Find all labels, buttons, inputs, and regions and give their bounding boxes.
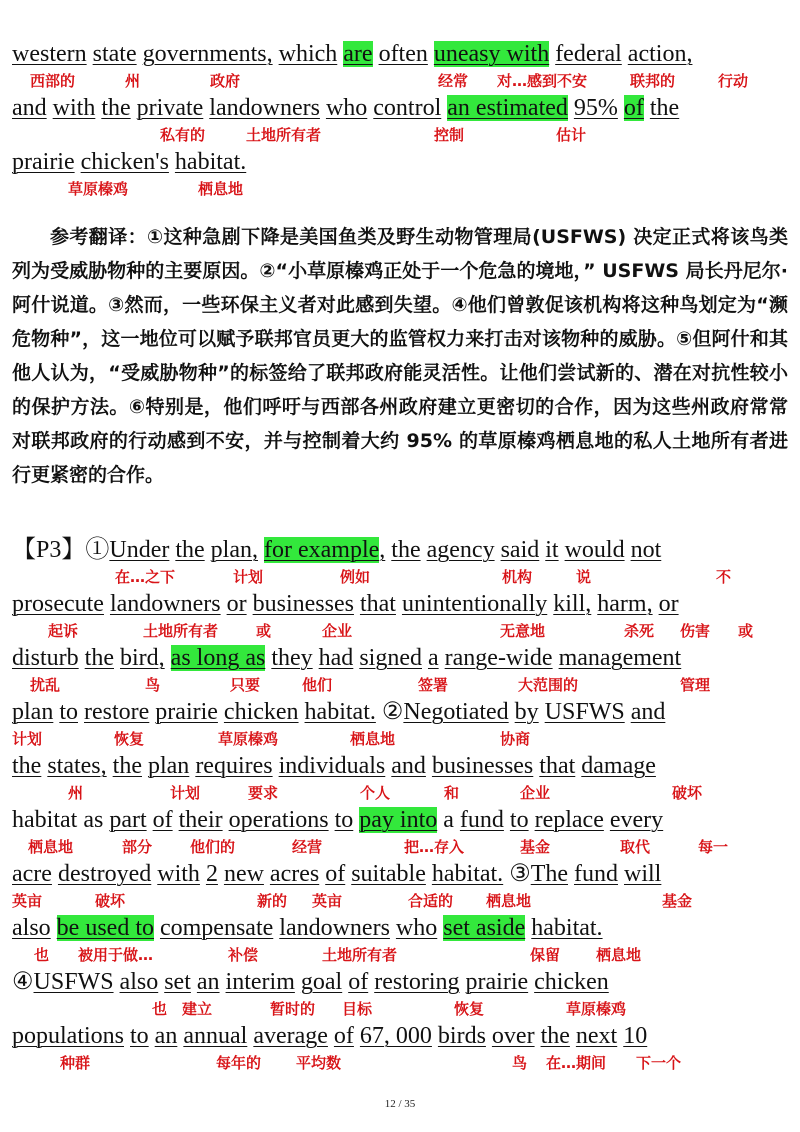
english-word: state — [92, 41, 137, 67]
english-word: range-wide — [444, 645, 553, 671]
english-word: to — [59, 699, 78, 725]
english-word: agency — [426, 537, 495, 563]
english-word: disturb — [12, 645, 79, 671]
chinese-gloss: 经营 — [292, 838, 323, 856]
english-word: harm, — [597, 591, 653, 617]
chinese-gloss: 新的 — [257, 892, 288, 910]
english-word: a — [443, 807, 454, 833]
english-word: damage — [581, 753, 656, 779]
english-word: goal — [300, 969, 343, 995]
english-word: or — [658, 591, 679, 617]
chinese-gloss: 西部的 — [30, 72, 76, 90]
english-word: an — [154, 1023, 178, 1049]
english-word: habitat. — [531, 915, 603, 941]
chinese-gloss: 计划 — [12, 730, 43, 748]
english-word: signed — [359, 645, 422, 671]
english-word: habitat. — [304, 699, 376, 725]
chinese-gloss: 起诉 — [48, 622, 79, 640]
english-word: restoring — [374, 969, 460, 995]
english-word: businesses — [252, 591, 354, 617]
english-word: of — [152, 807, 173, 833]
chinese-gloss: 恢复 — [454, 1000, 485, 1018]
chinese-gloss: 无意地 — [500, 622, 546, 640]
chinese-gloss: 估计 — [556, 126, 587, 144]
english-word: often — [378, 41, 428, 67]
english-word: over — [491, 1023, 535, 1049]
english-word: bird, — [120, 645, 165, 671]
english-word: to — [509, 807, 529, 833]
chinese-gloss: 企业 — [520, 784, 551, 802]
english-word: suitable — [351, 861, 426, 887]
english-line — [12, 38, 788, 70]
chinese-gloss: 草原榛鸡 — [68, 180, 129, 198]
chinese-gloss: 栖息地 — [198, 180, 244, 198]
english-word: control — [373, 95, 442, 121]
english-word: said — [500, 537, 540, 563]
english-word: governments, — [142, 41, 273, 67]
chinese-gloss: 个人 — [360, 784, 391, 802]
english-word: with — [52, 95, 96, 121]
chinese-gloss: 签署 — [418, 676, 449, 694]
chinese-gloss: 破坏 — [95, 892, 126, 910]
english-word: of — [333, 1023, 354, 1049]
highlighted-phrase: are — [343, 41, 373, 67]
english-word: the — [84, 645, 114, 671]
english-word: Negotiated — [403, 699, 509, 725]
english-word: prairie — [465, 969, 529, 995]
english-word: their — [178, 807, 223, 833]
english-word: fund — [459, 807, 504, 833]
english-word: acre — [12, 861, 52, 887]
chinese-gloss: 对…感到不安 — [497, 72, 588, 90]
english-word: operations — [228, 807, 329, 833]
chinese-gloss: 州 — [125, 72, 141, 90]
chinese-gloss: 控制 — [434, 126, 465, 144]
chinese-gloss: 计划 — [233, 568, 264, 586]
chinese-gloss: 土地所有者 — [322, 946, 398, 964]
chinese-gloss: 或 — [738, 622, 754, 640]
english-word: birds — [437, 1023, 486, 1049]
english-word: prairie — [12, 149, 75, 175]
chinese-gloss: 也 — [34, 946, 50, 964]
english-word: destroyed — [57, 861, 152, 887]
english-word: which — [278, 41, 338, 67]
english-word: kill, — [553, 591, 592, 617]
reference-translation: 参考翻译：①这种急剧下降是美国鱼类及野生动物管理局(USFWS) 决定正式将该鸟类列为受威胁物种的主要原因。②“小草原榛鸡正处于一个危急的境地，” USFWS 局长丹尼尔·阿什说道。③然而，一些环保主义者对此感到失望。④他们曾敦促该机构将这种鸟划定为“濒危物种”，这一地位可以赋予联邦官员更大的监管权力来打击对该物种的威胁。⑤但阿什和其他人认为，“受威胁物种”的标签给了联邦政府能灵活性。让他们尝试新的、潜在对抗性较小的保护方法。⑥特别是，他们呼吁与西部各州政府建立更密切的合作，因为这些州政府常常对联邦政府的行动感到不安，并与控制着大约 95% 的草原榛鸡栖息地的私人土地所有者进行更紧密的合作。 — [12, 226, 788, 486]
chinese-gloss: 政府 — [210, 72, 241, 90]
english-word: USFWS — [33, 969, 114, 995]
english-word: individuals — [278, 753, 386, 779]
english-word: private — [136, 95, 204, 121]
chinese-gloss: 伤害 — [680, 622, 711, 640]
english-word: set — [164, 969, 191, 995]
english-word: average — [253, 1023, 328, 1049]
english-word: , — [379, 537, 386, 563]
english-word: businesses — [431, 753, 534, 779]
chinese-gloss: 合适的 — [408, 892, 454, 910]
english-line — [12, 146, 788, 178]
english-line — [12, 912, 788, 944]
english-word: that — [359, 591, 396, 617]
english-word: plan, — [210, 537, 258, 563]
english-word: unintentionally — [401, 591, 548, 617]
chinese-gloss: 基金 — [662, 892, 693, 910]
english-line — [12, 534, 788, 566]
chinese-gloss: 取代 — [620, 838, 651, 856]
chinese-gloss: 被用于做… — [78, 946, 154, 964]
english-word: management — [558, 645, 682, 671]
english-word: 10 — [623, 1023, 648, 1049]
chinese-gloss: 企业 — [322, 622, 353, 640]
chinese-gloss: 计划 — [170, 784, 201, 802]
page-number: 12 / 35 — [384, 1098, 416, 1110]
english-word: of — [325, 861, 346, 887]
chinese-gloss: 英亩 — [312, 892, 343, 910]
english-word: and — [630, 699, 666, 725]
chinese-gloss: 栖息地 — [596, 946, 642, 964]
english-word: chicken's — [80, 149, 169, 175]
english-word: and — [12, 95, 47, 121]
chinese-gloss: 种群 — [60, 1054, 91, 1072]
english-word: the — [391, 537, 421, 563]
english-word: or — [226, 591, 247, 617]
english-line — [12, 1020, 788, 1052]
chinese-gloss: 说 — [576, 568, 592, 586]
english-word: habitat. — [431, 861, 504, 887]
chinese-gloss: 管理 — [680, 676, 711, 694]
english-word: 【P3】① — [12, 537, 110, 563]
english-word: interim — [225, 969, 295, 995]
chinese-gloss: 破坏 — [672, 784, 703, 802]
chinese-gloss: 下一个 — [636, 1054, 682, 1072]
english-word: new — [223, 861, 264, 887]
chinese-gloss: 不 — [716, 568, 732, 586]
chinese-gloss: 土地所有者 — [143, 622, 219, 640]
english-word: acres — [269, 861, 320, 887]
chinese-gloss: 州 — [68, 784, 84, 802]
chinese-gloss: 要求 — [248, 784, 279, 802]
highlighted-phrase: set aside — [443, 915, 526, 941]
highlighted-phrase: as long as — [170, 645, 266, 671]
chinese-gloss: 栖息地 — [350, 730, 396, 748]
english-word: action, — [627, 41, 693, 67]
english-word: will — [624, 861, 662, 887]
chinese-gloss: 只要 — [230, 676, 261, 694]
english-word: as — [83, 807, 104, 833]
english-word: prairie — [155, 699, 218, 725]
english-line — [12, 858, 788, 890]
english-word: the — [649, 95, 680, 121]
chinese-gloss: 把…存入 — [404, 838, 465, 856]
english-word: restore — [84, 699, 150, 725]
chinese-gloss: 补偿 — [228, 946, 259, 964]
english-word: the — [101, 95, 131, 121]
english-word: also — [119, 969, 159, 995]
chinese-gloss: 在…之下 — [115, 568, 176, 586]
chinese-gloss: 栖息地 — [28, 838, 74, 856]
chinese-gloss: 英亩 — [12, 892, 43, 910]
english-word: every — [609, 807, 664, 833]
english-word: USFWS — [544, 699, 625, 725]
chinese-gloss: 暂时的 — [270, 1000, 316, 1018]
english-word: The — [530, 861, 569, 887]
english-word: the — [12, 753, 42, 779]
chinese-gloss: 建立 — [182, 1000, 213, 1018]
english-word: ④ — [12, 969, 34, 995]
chinese-gloss: 草原榛鸡 — [566, 1000, 627, 1018]
english-word: plan — [12, 699, 54, 725]
english-word: to — [334, 807, 354, 833]
english-word: the — [112, 753, 142, 779]
chinese-gloss: 杀死 — [624, 622, 655, 640]
highlighted-phrase: uneasy with — [433, 41, 550, 67]
chinese-gloss: 或 — [256, 622, 272, 640]
highlighted-phrase: be used to — [56, 915, 154, 941]
english-word: they — [271, 645, 313, 671]
english-word: ② — [381, 699, 404, 725]
english-word: replace — [534, 807, 604, 833]
english-word: who — [395, 915, 438, 941]
highlighted-phrase: of — [623, 95, 644, 121]
chinese-gloss: 每一 — [698, 838, 729, 856]
english-line — [12, 804, 788, 836]
chinese-gloss: 例如 — [340, 568, 371, 586]
english-word: 2 — [205, 861, 218, 887]
english-word: annual — [183, 1023, 248, 1049]
english-line — [12, 696, 788, 728]
english-word: western — [12, 41, 87, 67]
english-word: an — [196, 969, 220, 995]
english-word: not — [630, 537, 662, 563]
english-word: that — [539, 753, 576, 779]
chinese-gloss: 保留 — [530, 946, 561, 964]
english-word: with — [157, 861, 200, 887]
chinese-gloss: 扰乱 — [30, 676, 61, 694]
english-word: compensate — [159, 915, 274, 941]
english-word: and — [391, 753, 426, 779]
chinese-gloss: 他们的 — [190, 838, 236, 856]
english-line — [12, 750, 788, 782]
english-word: the — [540, 1023, 570, 1049]
chinese-gloss: 栖息地 — [486, 892, 532, 910]
chinese-gloss: 和 — [444, 784, 460, 802]
english-word: landowners — [279, 915, 390, 941]
english-word: who — [325, 95, 368, 121]
chinese-gloss: 经常 — [438, 72, 469, 90]
english-word: a — [427, 645, 439, 671]
english-word: landowners — [109, 591, 221, 617]
english-word: 67, 000 — [359, 1023, 432, 1049]
chinese-gloss: 在…期间 — [546, 1054, 607, 1072]
english-word: populations — [12, 1023, 124, 1049]
english-word: also — [12, 915, 51, 941]
highlighted-phrase: an estimated — [447, 95, 568, 121]
chinese-gloss: 大范围的 — [518, 676, 579, 694]
english-word: chicken — [534, 969, 609, 995]
english-word: states, — [47, 753, 107, 779]
chinese-gloss: 他们 — [302, 676, 333, 694]
english-word: prosecute — [12, 591, 104, 617]
chinese-gloss: 恢复 — [114, 730, 145, 748]
chinese-gloss: 协商 — [500, 730, 531, 748]
english-word: it — [545, 537, 559, 563]
english-word: part — [109, 807, 147, 833]
english-line — [12, 588, 788, 620]
chinese-gloss: 私有的 — [160, 126, 206, 144]
chinese-gloss: 每年的 — [216, 1054, 262, 1072]
english-word: ③ — [509, 861, 531, 887]
english-word: by — [514, 699, 539, 725]
english-word: next — [575, 1023, 618, 1049]
chinese-gloss: 联邦的 — [630, 72, 676, 90]
chinese-gloss: 草原榛鸡 — [218, 730, 279, 748]
highlighted-phrase: for example — [264, 537, 380, 563]
chinese-gloss: 鸟 — [512, 1054, 528, 1072]
english-word: requires — [195, 753, 273, 779]
english-word: federal — [555, 41, 622, 67]
english-line — [12, 642, 788, 674]
chinese-gloss: 鸟 — [145, 676, 161, 694]
chinese-gloss: 机构 — [502, 568, 533, 586]
chinese-gloss: 也 — [152, 1000, 168, 1018]
english-word: landowners — [209, 95, 320, 121]
english-word: Under — [109, 537, 170, 563]
english-word: 95% — [573, 95, 618, 121]
english-word: had — [318, 645, 354, 671]
english-word: chicken — [223, 699, 299, 725]
chinese-gloss: 部分 — [122, 838, 153, 856]
english-word: plan — [147, 753, 190, 779]
english-word: the — [175, 537, 205, 563]
english-line — [12, 92, 788, 124]
english-word: fund — [574, 861, 619, 887]
english-line — [12, 966, 788, 998]
english-word: to — [130, 1023, 149, 1049]
english-word: habitat — [12, 807, 78, 833]
chinese-gloss: 基金 — [520, 838, 551, 856]
chinese-gloss: 行动 — [718, 72, 749, 90]
english-word: of — [348, 969, 369, 995]
english-word: habitat. — [174, 149, 247, 175]
english-word: would — [564, 537, 625, 563]
chinese-gloss: 目标 — [342, 1000, 373, 1018]
chinese-gloss: 土地所有者 — [246, 126, 322, 144]
chinese-gloss: 平均数 — [296, 1054, 342, 1072]
highlighted-phrase: pay into — [359, 807, 438, 833]
